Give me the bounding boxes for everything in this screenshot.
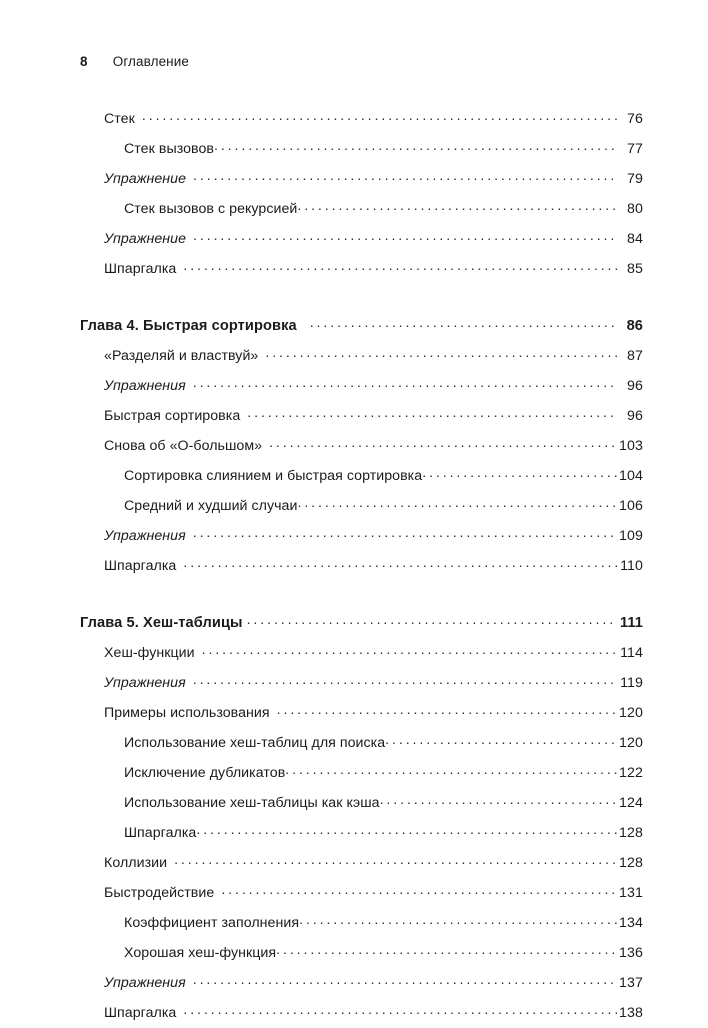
- toc-entry-page-number: 84: [627, 231, 643, 247]
- dot-leader: [193, 524, 617, 540]
- dot-leader: [193, 227, 617, 243]
- dot-leader: [221, 881, 617, 897]
- dot-leader: [269, 434, 617, 450]
- toc-entry-title: Использование хеш-таблицы как кэша: [124, 795, 380, 811]
- toc-entry-row[interactable]: [0, 491, 708, 521]
- dot-leader: [174, 851, 617, 867]
- toc-entry-row[interactable]: [0, 758, 708, 788]
- dot-leader: [276, 941, 617, 957]
- toc-entry-row[interactable]: [0, 341, 708, 371]
- toc-entry-page-number: 80: [627, 201, 643, 217]
- toc-entry-page-number: 109: [619, 528, 643, 544]
- toc-entry-row[interactable]: [0, 968, 708, 998]
- toc-entry-title: Коэффициент заполнения: [124, 915, 300, 931]
- toc-entry-page-number: 119: [620, 675, 643, 691]
- toc-entry-title: Хорошая хеш-функция: [124, 945, 277, 961]
- dot-leader: [265, 344, 617, 360]
- toc-entry-row[interactable]: [0, 668, 708, 698]
- toc-chapter-title: Глава 4. Быстрая сортировка: [80, 318, 297, 334]
- toc-entry-row[interactable]: [0, 461, 708, 491]
- toc-entry-row[interactable]: [0, 431, 708, 461]
- toc-chapter-page-number: 111: [619, 615, 643, 631]
- dot-leader: [247, 611, 617, 627]
- dot-leader: [196, 821, 617, 837]
- dot-leader: [299, 911, 617, 927]
- toc-entry-title: Снова об «О-большом»: [104, 438, 263, 454]
- toc-entry-title: Быстродействие: [104, 885, 215, 901]
- toc-entry-page-number: 77: [627, 141, 643, 157]
- toc-entry-title: Шпаргалка: [104, 1005, 177, 1021]
- toc-entry-title: Стек вызовов: [124, 141, 214, 157]
- toc-entry-title: Упражнение: [104, 171, 187, 187]
- toc-entry-row[interactable]: [0, 254, 708, 284]
- dot-leader: [285, 761, 617, 777]
- toc-entry-title: Стек: [104, 111, 135, 127]
- toc-entry-title: Упражнения: [104, 975, 186, 991]
- toc-entry-page-number: 136: [619, 945, 643, 961]
- toc-entry-page-number: 124: [619, 795, 643, 811]
- toc-entry-row[interactable]: [0, 401, 708, 431]
- toc-entry-page-number: 128: [619, 855, 643, 871]
- toc-chapter-title: Глава 5. Хеш-таблицы: [80, 615, 243, 631]
- toc-entry-page-number: 96: [627, 408, 643, 424]
- running-head: [80, 53, 189, 71]
- toc-entry-row[interactable]: [0, 788, 708, 818]
- toc-entry-row[interactable]: [0, 938, 708, 968]
- toc-entry-row[interactable]: [0, 104, 708, 134]
- running-head-title: Оглавление: [112, 54, 189, 69]
- page-folio-number: 8: [80, 54, 88, 69]
- toc-entry-page-number: 120: [619, 705, 643, 721]
- toc-entry-title: Упражнения: [104, 675, 186, 691]
- dot-leader: [214, 137, 617, 153]
- dot-leader: [183, 554, 617, 570]
- toc-entry-title: Шпаргалка: [124, 825, 197, 841]
- toc-entry-title: Стек вызовов с рекурсией: [124, 201, 298, 217]
- dot-leader: [193, 374, 617, 390]
- toc-entry-row[interactable]: [0, 194, 708, 224]
- toc-entry-page-number: 103: [619, 438, 643, 454]
- toc-entry-title: Шпаргалка: [104, 558, 177, 574]
- toc-entry-row[interactable]: [0, 638, 708, 668]
- toc-entry-title: Хеш-функции: [104, 645, 195, 661]
- toc-entry-row[interactable]: [0, 908, 708, 938]
- toc-entry-row[interactable]: [0, 551, 708, 581]
- toc-entry-page-number: 114: [620, 645, 643, 661]
- toc-entry-page-number: 128: [619, 825, 643, 841]
- toc-entry-page-number: 85: [627, 261, 643, 277]
- toc-entry-row[interactable]: [0, 818, 708, 848]
- toc-entry-page-number: 122: [619, 765, 643, 781]
- toc-entry-page-number: 106: [619, 498, 643, 514]
- toc-entry-row[interactable]: [0, 998, 708, 1028]
- toc-entry-page-number: 120: [619, 735, 643, 751]
- toc-entry-row[interactable]: [0, 134, 708, 164]
- toc-entry-title: Быстрая сортировка: [104, 408, 241, 424]
- toc-entry-page-number: 137: [619, 975, 643, 991]
- toc-entry-row[interactable]: [0, 878, 708, 908]
- dot-leader: [277, 701, 617, 717]
- toc-entry-row[interactable]: [0, 224, 708, 254]
- toc-entry-title: Коллизии: [104, 855, 168, 871]
- dot-leader: [193, 167, 617, 183]
- toc-entry-row[interactable]: [0, 164, 708, 194]
- toc-entry-title: Упражнение: [104, 231, 187, 247]
- toc-entry-page-number: 131: [619, 885, 643, 901]
- toc-chapter-row[interactable]: [0, 311, 708, 341]
- dot-leader: [310, 314, 617, 330]
- toc-entry-page-number: 110: [620, 558, 643, 574]
- dot-leader: [183, 257, 617, 273]
- toc-entry-page-number: 87: [627, 348, 643, 364]
- dot-leader: [193, 971, 617, 987]
- dot-leader: [380, 791, 617, 807]
- dot-leader: [193, 671, 617, 687]
- dot-leader: [142, 107, 617, 123]
- dot-leader: [422, 464, 617, 480]
- dot-leader: [183, 1001, 617, 1017]
- toc-chapter-page-number: 86: [626, 318, 643, 334]
- dot-leader: [297, 197, 617, 213]
- dot-leader: [247, 404, 617, 420]
- toc-entry-title: Средний и худший случаи: [124, 498, 298, 514]
- toc-entry-title: Шпаргалка: [104, 261, 177, 277]
- toc-entry-title: Использование хеш-таблиц для поиска: [124, 735, 386, 751]
- toc-entry-row[interactable]: [0, 698, 708, 728]
- toc-entry-row[interactable]: [0, 848, 708, 878]
- toc-entry-page-number: 134: [619, 915, 643, 931]
- toc-entry-title: Исключение дубликатов: [124, 765, 286, 781]
- toc-entry-title: Упражнения: [104, 528, 186, 544]
- dot-leader: [202, 641, 617, 657]
- table-of-contents: [0, 104, 708, 1028]
- dot-leader: [297, 494, 617, 510]
- toc-entry-row[interactable]: [0, 728, 708, 758]
- toc-chapter-row[interactable]: [0, 608, 708, 638]
- toc-entry-title: Упражнения: [104, 378, 186, 394]
- toc-entry-page-number: 104: [619, 468, 643, 484]
- toc-entry-page-number: 96: [627, 378, 643, 394]
- dot-leader: [385, 731, 617, 747]
- toc-entry-title: Сортировка слиянием и быстрая сортировка: [124, 468, 423, 484]
- toc-entry-title: Примеры использования: [104, 705, 270, 721]
- toc-entry-row[interactable]: [0, 371, 708, 401]
- toc-entry-title: «Разделяй и властвуй»: [104, 348, 259, 364]
- toc-entry-page-number: 76: [627, 111, 643, 127]
- toc-entry-page-number: 138: [619, 1005, 643, 1021]
- toc-entry-page-number: 79: [627, 171, 643, 187]
- toc-entry-row[interactable]: [0, 521, 708, 551]
